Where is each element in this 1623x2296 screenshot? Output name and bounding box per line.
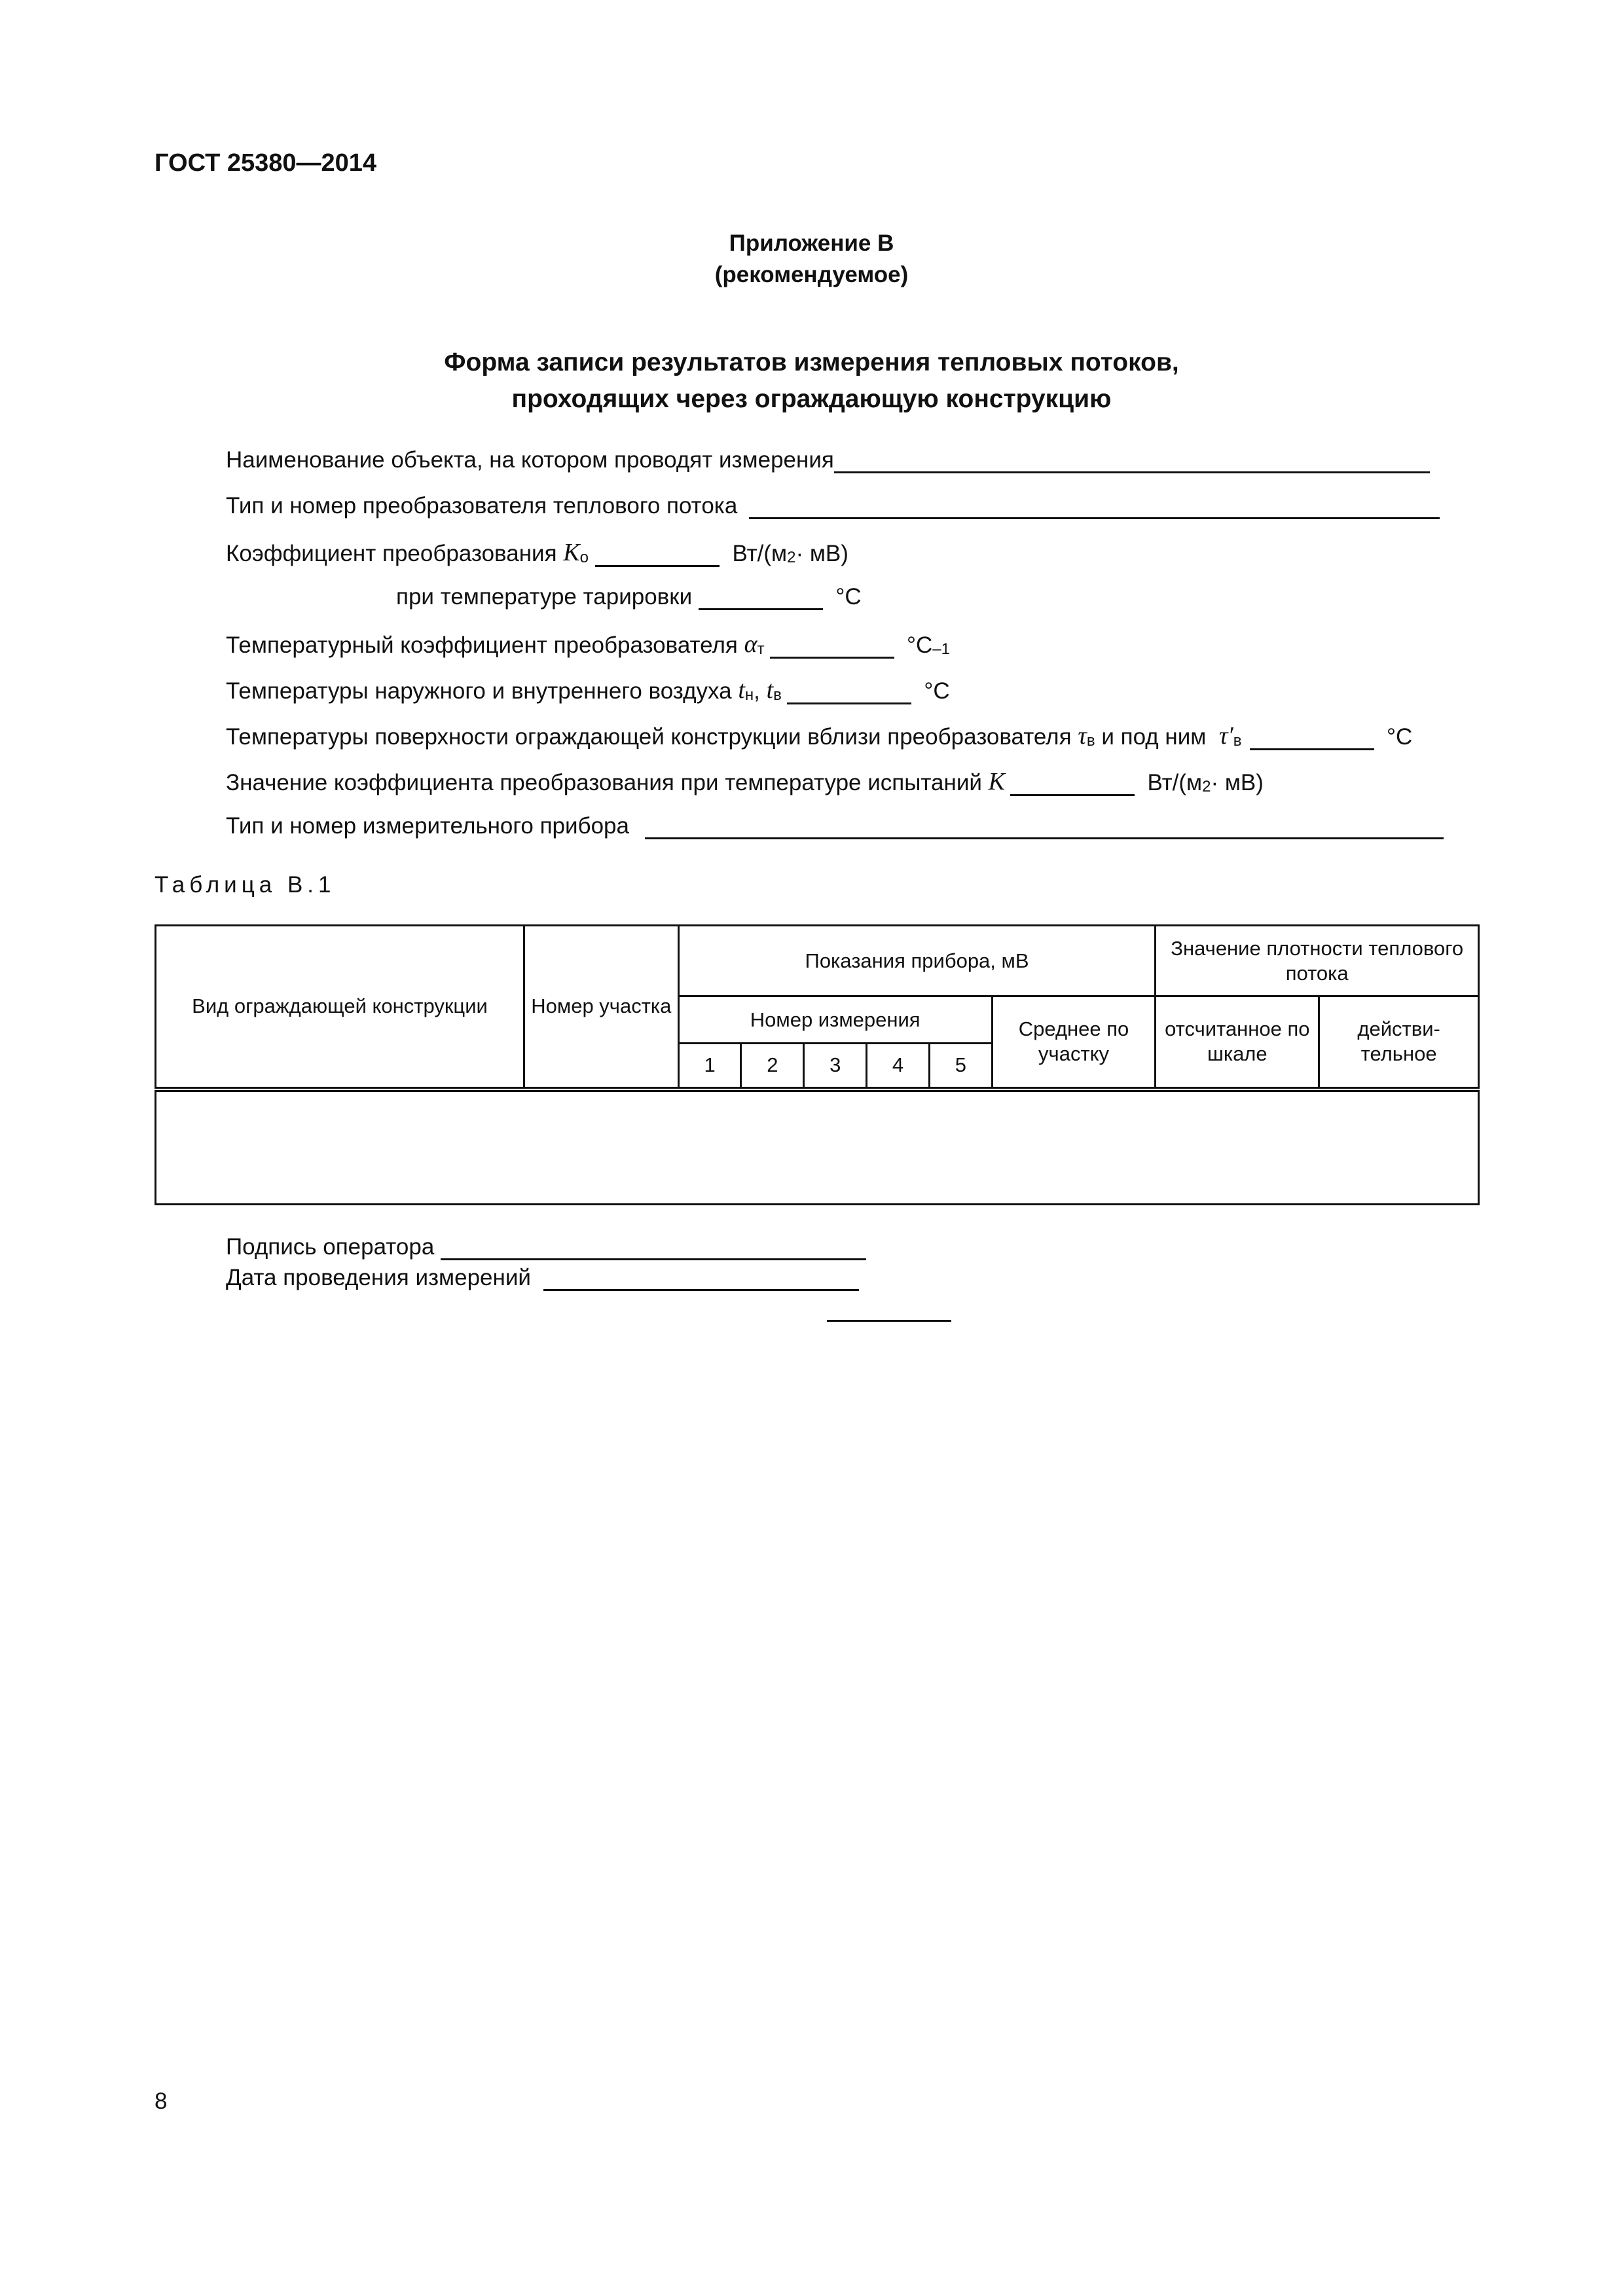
conversion-coeff-unit-pow: 2: [787, 549, 796, 566]
operator-signature-row: [226, 1234, 866, 1260]
test-coeff-unit-suffix: · мВ): [1211, 770, 1264, 795]
test-coeff-unit-pow: 2: [1202, 778, 1211, 795]
col-construction: Вид ограждающей конструкции: [156, 926, 524, 1089]
document-code: ГОСТ 25380—2014: [155, 149, 377, 177]
air-temp-inner-symbol: t: [766, 676, 774, 704]
conversion-coeff-field[interactable]: [595, 545, 720, 567]
form-title: [0, 344, 1623, 418]
conversion-coeff-row: [226, 538, 848, 567]
air-temps-label: Температуры наружного и внутреннего воздуха: [226, 678, 732, 704]
measurement-number: 2: [741, 1044, 804, 1089]
page-number: 8: [155, 2088, 168, 2114]
col-read-scale: отсчитанное по шкале: [1156, 996, 1319, 1089]
transducer-type-row: [226, 493, 1440, 519]
appendix-status: (рекомендуемое): [714, 262, 909, 287]
under-label: и под ним: [1101, 724, 1207, 750]
form-title-line2: проходящих через ограждающую конструкцию: [511, 385, 1112, 413]
tau-symbol: τ: [1078, 722, 1087, 750]
calibration-temp-field[interactable]: [699, 589, 823, 610]
air-temps-row: Температуры наружного и внутреннего воздуха t $_н$ , t $_в$ °С: [226, 676, 950, 704]
temp-coeff-sub: т: [757, 640, 765, 658]
temp-coeff-symbol: α: [744, 630, 757, 658]
calibration-temp-unit: °С: [835, 584, 862, 610]
surface-temps-field[interactable]: [1250, 729, 1374, 750]
table-body-row: [156, 1089, 1479, 1205]
calibration-temp-label: при температуре тарировки: [396, 584, 693, 610]
temp-coeff-unit: °С: [907, 632, 933, 658]
col-measurement-no: Номер измерения: [678, 996, 992, 1044]
measurement-number: 4: [867, 1044, 930, 1089]
surface-temps-unit: °С: [1386, 724, 1413, 750]
date-row: [226, 1265, 859, 1291]
conversion-coeff-symbol: K: [563, 539, 580, 566]
measurement-number: 3: [804, 1044, 867, 1089]
operator-signature-label: Подпись оператора: [226, 1234, 435, 1260]
test-coeff-symbol: K: [988, 768, 1006, 795]
transducer-type-label: Тип и номер преобразователя теплового потока: [226, 493, 738, 519]
test-coeff-row: [226, 767, 1264, 796]
col-section: Номер участка: [524, 926, 678, 1089]
transducer-type-field[interactable]: [749, 498, 1440, 519]
object-name-label: Наименование объекта, на котором проводят измерения: [226, 447, 834, 473]
object-name-field[interactable]: [834, 452, 1430, 473]
temp-coeff-field[interactable]: [770, 637, 894, 659]
col-readings: Показания прибора, мВ: [678, 926, 1156, 996]
tau-sub: в: [1086, 732, 1095, 750]
measurement-number: 1: [678, 1044, 741, 1089]
air-temp-inner-sub: в: [773, 686, 782, 704]
appendix-heading: [0, 228, 1623, 291]
col-actual: действи-тельное: [1319, 996, 1479, 1089]
instrument-label: Тип и номер измерительного прибора: [226, 813, 629, 839]
test-coeff-unit-prefix: Вт/(м: [1147, 770, 1203, 795]
air-temp-outer-sub: н: [744, 686, 754, 704]
date-label: Дата проведения измерений: [226, 1265, 531, 1290]
conversion-coeff-label: Коэффициент преобразования: [226, 541, 557, 566]
table-label: Таблица В.1: [155, 872, 336, 898]
operator-signature-field[interactable]: [441, 1239, 866, 1260]
conversion-coeff-unit-prefix: Вт/(м: [732, 541, 788, 566]
col-average: Среднее по участку: [992, 996, 1156, 1089]
conversion-coeff-unit-suffix: · мВ): [795, 541, 848, 566]
surface-temps-label: Температуры поверхности ограждающей конструкции вблизи преобразователя: [226, 724, 1072, 750]
air-temp-outer-symbol: t: [738, 676, 745, 704]
col-density: Значение плотности теплового потока: [1156, 926, 1479, 996]
measurement-number: 5: [929, 1044, 992, 1089]
tau-prime-symbol: τ′: [1218, 722, 1233, 750]
surface-temps-row: [226, 721, 1412, 750]
air-temps-unit: °С: [924, 678, 950, 704]
calibration-temp-row: [396, 584, 862, 610]
date-field[interactable]: [543, 1269, 859, 1291]
conversion-coeff-sub: о: [579, 549, 589, 566]
test-coeff-field[interactable]: [1010, 774, 1135, 796]
object-name-row: [226, 447, 1430, 473]
results-table: [155, 924, 1480, 1205]
temp-coeff-row: [226, 630, 950, 659]
temp-coeff-unit-pow: –1: [932, 640, 950, 658]
end-rule: [827, 1320, 951, 1322]
temp-coeff-label: Температурный коэффициент преобразователя: [226, 632, 738, 658]
table-empty-cell[interactable]: [156, 1089, 1479, 1205]
form-title-line1: Форма записи результатов измерения тепловых потоков,: [444, 348, 1179, 376]
air-temps-field[interactable]: [787, 683, 911, 704]
instrument-row: [226, 813, 1444, 839]
appendix-title: Приложение В: [729, 230, 894, 256]
instrument-field[interactable]: [645, 818, 1444, 839]
test-coeff-label: Значение коэффициента преобразования при температуре испытаний: [226, 770, 982, 795]
tau-prime-sub: в: [1233, 732, 1242, 750]
